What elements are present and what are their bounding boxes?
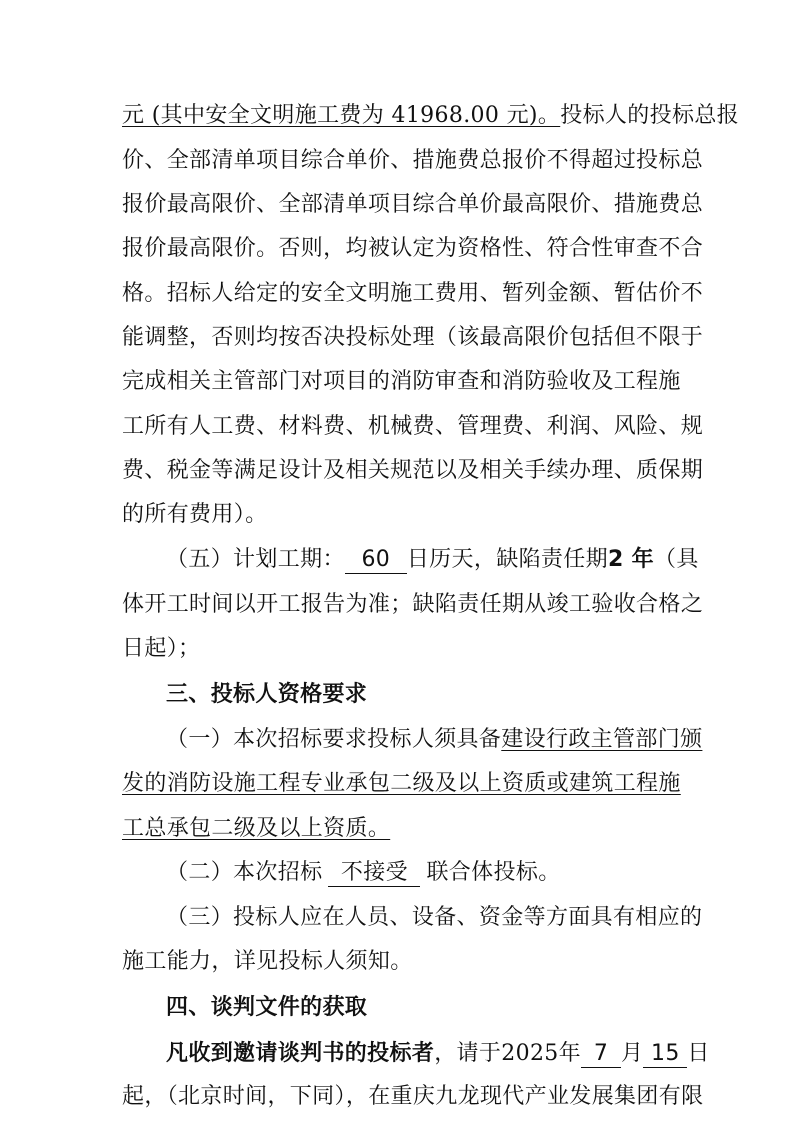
qualification-line-2: 发的消防设施工程专业承包二级及以上资质或建筑工程施 (122, 771, 681, 796)
consortium-prefix: （二）本次招标 (166, 860, 323, 885)
acquisition-text: ，请于2025年 (434, 1041, 581, 1066)
price-line-9: 费、税金等满足设计及相关规范以及相关手续办理、质保期 (122, 458, 704, 483)
price-line-7: 完成相关主管部门对项目的消防审查和消防验收及工程施 (122, 369, 681, 394)
schedule-prefix: （五）计划工期： (166, 547, 345, 572)
schedule-line-1 (166, 545, 699, 575)
qualification-line-3 (122, 814, 674, 844)
acquisition-bold-lead: 凡收到邀请谈判书的投标者 (166, 1040, 435, 1066)
month-unit: 月 (621, 1041, 644, 1066)
price-line-3: 报价最高限价、全部清单项目综合单价最高限价、措施费总 (122, 192, 704, 217)
price-line-1-rest: 投标人的投标总报 (560, 103, 740, 128)
safety-fee-text: 元 (其中安全文明施工费为 41968.00 元)。 (122, 103, 561, 128)
schedule-suffix: （具 (654, 547, 699, 572)
warranty-years-value: 2 年 (607, 547, 654, 572)
section-heading-document-acquisition: 四、谈判文件的获取 (166, 995, 368, 1020)
price-line-10: 的所有费用）。 (122, 502, 268, 527)
acquisition-line-2: 起，（北京时间，下同），在重庆九龙现代产业发展集团有限 (122, 1084, 704, 1109)
qualification-line-1 (166, 725, 703, 755)
consortium-value: 不接受 (328, 860, 420, 887)
schedule-mid: 日历天，缺陷责任期 (406, 547, 608, 572)
consortium-line (166, 858, 674, 888)
price-line-4: 报价最高限价。否则，均被认定为资格性、符合性审查不合 (122, 236, 704, 261)
start-month-value: 7 (581, 1041, 621, 1068)
price-line-2: 价、全部清单项目综合单价、措施费总报价不得超过投标总 (122, 148, 704, 173)
section-heading-qualification: 三、投标人资格要求 (166, 682, 368, 707)
day-unit: 日 (687, 1041, 710, 1066)
duration-days-value: 60 (345, 547, 407, 574)
qualification-prefix: （一）本次招标要求投标人须具备 (166, 727, 502, 752)
consortium-suffix: 联合体投标。 (426, 860, 561, 885)
schedule-line-3: 日起）； (122, 636, 201, 661)
price-line-8: 工所有人工费、材料费、机械费、管理费、利润、风险、规 (122, 414, 704, 439)
capacity-line-1: （三）投标人应在人员、设备、资金等方面具有相应的 (166, 905, 703, 930)
price-line-1 (122, 101, 740, 131)
acquisition-line-1 (166, 1038, 710, 1068)
qualification-requirement-start: 建设行政主管部门颁 (501, 727, 703, 752)
capacity-line-2: 施工能力，详见投标人须知。 (122, 949, 413, 974)
price-line-6: 能调整，否则均按否决投标处理（该最高限价包括但不限于 (122, 325, 704, 350)
schedule-line-2: 体开工时间以开工报告为准；缺陷责任期从竣工验收合格之 (122, 592, 704, 617)
qualification-requirement-end: 工总承包二级及以上资质。 (122, 816, 391, 841)
price-line-5: 格。招标人给定的安全文明施工费用、暂列金额、暂估价不 (122, 281, 704, 306)
start-day-value: 15 (643, 1041, 687, 1068)
